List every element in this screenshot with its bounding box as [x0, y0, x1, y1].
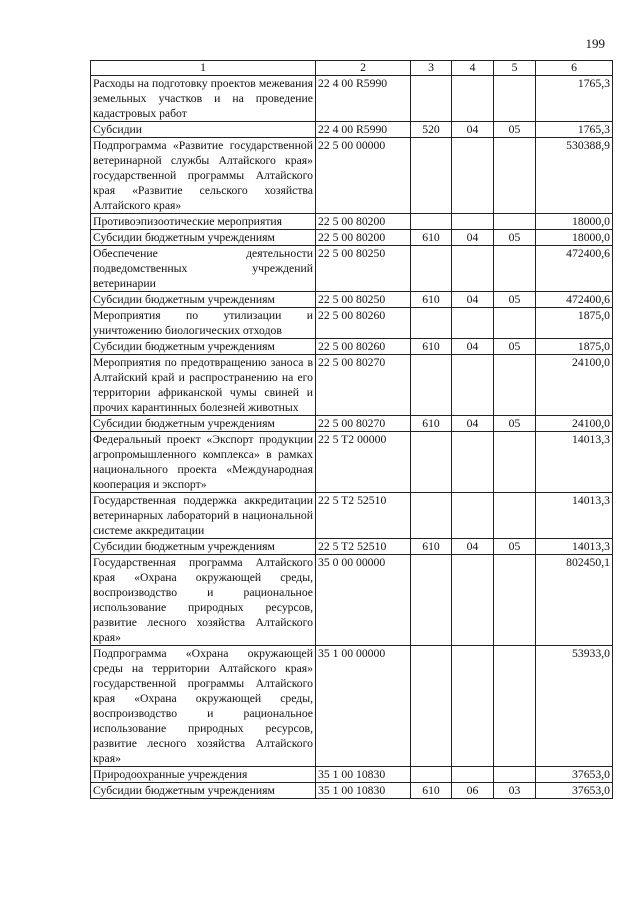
row-col5-cell: 05: [494, 416, 536, 432]
row-amount-cell: 1765,3: [536, 76, 613, 122]
row-col4-cell: [452, 76, 494, 122]
row-name-cell: Субсидии: [91, 122, 316, 138]
row-name-cell: Подпрограмма «Развитие государственной ветеринарной службы Алтайского края» государственной программы Алтайского края «Развитие сельского хозяйства Алтайского края»: [91, 138, 316, 214]
table-row: [91, 214, 613, 230]
row-col4-cell: [452, 555, 494, 646]
row-code-cell: 22 5 00 80250: [316, 246, 411, 292]
row-amount-cell: 24100,0: [536, 355, 613, 416]
row-col3-cell: [411, 555, 452, 646]
row-amount-cell: 37653,0: [536, 767, 613, 783]
row-name-cell: Субсидии бюджетным учреждениям: [91, 292, 316, 308]
row-code-cell: 22 4 00 R5990: [316, 76, 411, 122]
row-amount-cell: 24100,0: [536, 416, 613, 432]
row-col3-cell: 610: [411, 339, 452, 355]
row-code-cell: 22 5 T2 00000: [316, 432, 411, 493]
row-col5-cell: 05: [494, 122, 536, 138]
row-code-cell: 22 4 00 R5990: [316, 122, 411, 138]
row-col3-cell: [411, 767, 452, 783]
row-col5-cell: [494, 646, 536, 767]
table-row: [91, 646, 613, 767]
row-col4-cell: [452, 214, 494, 230]
table-row: [91, 539, 613, 555]
row-name-cell: Подпрограмма «Охрана окружающей среды на территории Алтайского края» государственной программы Алтайского края «Охрана окружающей среды, воспроизводство и рациональное использование природных ресурсов, развитие лесного хозяйства Алтайского края»: [91, 646, 316, 767]
row-col3-cell: 610: [411, 783, 452, 799]
page-number: 199: [585, 36, 605, 51]
row-col3-cell: [411, 646, 452, 767]
row-name-cell: Федеральный проект «Экспорт продукции агропромышленного комплекса» в рамках национального проекта «Международная кооперация и экспорт»: [91, 432, 316, 493]
row-code-cell: 22 5 T2 52510: [316, 493, 411, 539]
row-col5-cell: 05: [494, 230, 536, 246]
row-amount-cell: 1875,0: [536, 308, 613, 339]
row-col4-cell: 04: [452, 292, 494, 308]
row-code-cell: 35 1 00 00000: [316, 646, 411, 767]
row-col4-cell: [452, 138, 494, 214]
row-col4-cell: [452, 308, 494, 339]
row-name-cell: Природоохранные учреждения: [91, 767, 316, 783]
row-col3-cell: [411, 493, 452, 539]
header-col-3: 3: [411, 61, 452, 76]
row-amount-cell: 472400,6: [536, 246, 613, 292]
row-name-cell: Субсидии бюджетным учреждениям: [91, 416, 316, 432]
row-col3-cell: [411, 308, 452, 339]
row-name-cell: Субсидии бюджетным учреждениям: [91, 539, 316, 555]
row-code-cell: 22 5 00 80260: [316, 339, 411, 355]
row-code-cell: 35 0 00 00000: [316, 555, 411, 646]
row-amount-cell: 37653,0: [536, 783, 613, 799]
header-col-4: 4: [452, 61, 494, 76]
row-name-cell: Обеспечение деятельности подведомственных учреждений ветеринарии: [91, 246, 316, 292]
row-amount-cell: 472400,6: [536, 292, 613, 308]
table-row: [91, 339, 613, 355]
row-col3-cell: [411, 138, 452, 214]
table-row: [91, 783, 613, 799]
row-name-cell: Государственная программа Алтайского края «Охрана окружающей среды, воспроизводство и рациональное использование природных ресурсов, развитие лесного хозяйства Алтайского края»: [91, 555, 316, 646]
row-amount-cell: 530388,9: [536, 138, 613, 214]
row-code-cell: 35 1 00 10830: [316, 767, 411, 783]
row-col3-cell: 610: [411, 292, 452, 308]
row-col5-cell: 05: [494, 539, 536, 555]
row-amount-cell: 14013,3: [536, 493, 613, 539]
row-col3-cell: [411, 214, 452, 230]
row-col5-cell: [494, 767, 536, 783]
row-code-cell: 22 5 00 80260: [316, 308, 411, 339]
table-row: [91, 555, 613, 646]
row-col5-cell: 03: [494, 783, 536, 799]
budget-table: [90, 60, 613, 799]
row-code-cell: 22 5 00 80270: [316, 416, 411, 432]
row-col5-cell: 05: [494, 339, 536, 355]
row-amount-cell: 802450,1: [536, 555, 613, 646]
table-row: [91, 122, 613, 138]
row-col3-cell: [411, 246, 452, 292]
row-col5-cell: [494, 355, 536, 416]
table-row: [91, 308, 613, 339]
row-col4-cell: 04: [452, 539, 494, 555]
table-row: [91, 416, 613, 432]
row-col3-cell: 610: [411, 230, 452, 246]
row-name-cell: Субсидии бюджетным учреждениям: [91, 230, 316, 246]
row-col4-cell: [452, 493, 494, 539]
row-col3-cell: 610: [411, 539, 452, 555]
row-name-cell: Субсидии бюджетным учреждениям: [91, 339, 316, 355]
row-col3-cell: [411, 76, 452, 122]
row-col3-cell: 520: [411, 122, 452, 138]
row-col5-cell: 05: [494, 292, 536, 308]
row-col4-cell: 04: [452, 416, 494, 432]
row-amount-cell: 14013,3: [536, 539, 613, 555]
row-code-cell: 22 5 00 80200: [316, 230, 411, 246]
row-code-cell: 22 5 00 80200: [316, 214, 411, 230]
row-name-cell: Мероприятия по утилизации и уничтожению биологических отходов: [91, 308, 316, 339]
row-col5-cell: [494, 214, 536, 230]
row-name-cell: Государственная поддержка аккредитации ветеринарных лабораторий в национальной системе аккредитации: [91, 493, 316, 539]
row-col4-cell: 06: [452, 783, 494, 799]
row-col4-cell: 04: [452, 339, 494, 355]
row-col4-cell: 04: [452, 122, 494, 138]
row-col3-cell: 610: [411, 416, 452, 432]
header-col-1: 1: [91, 61, 316, 76]
row-col3-cell: [411, 432, 452, 493]
table-header-row: [91, 61, 613, 76]
row-col4-cell: [452, 246, 494, 292]
row-col4-cell: [452, 646, 494, 767]
row-name-cell: Мероприятия по предотвращению заноса в Алтайский край и распространению на его территории африканской чумы свиней и прочих карантинных болезней животных: [91, 355, 316, 416]
row-code-cell: 22 5 00 80270: [316, 355, 411, 416]
row-col5-cell: [494, 246, 536, 292]
table-row: [91, 246, 613, 292]
row-name-cell: Противоэпизоотические мероприятия: [91, 214, 316, 230]
row-col5-cell: [494, 76, 536, 122]
row-amount-cell: 18000,0: [536, 214, 613, 230]
row-col5-cell: [494, 308, 536, 339]
table-row: [91, 355, 613, 416]
header-col-5: 5: [494, 61, 536, 76]
row-col4-cell: 04: [452, 230, 494, 246]
table-row: [91, 292, 613, 308]
header-col-6: 6: [536, 61, 613, 76]
table-row: [91, 230, 613, 246]
row-code-cell: 22 5 T2 52510: [316, 539, 411, 555]
row-col5-cell: [494, 138, 536, 214]
header-col-2: 2: [316, 61, 411, 76]
row-amount-cell: 18000,0: [536, 230, 613, 246]
row-col5-cell: [494, 432, 536, 493]
table-row: [91, 767, 613, 783]
row-col4-cell: [452, 432, 494, 493]
row-code-cell: 22 5 00 80250: [316, 292, 411, 308]
table-row: [91, 432, 613, 493]
row-code-cell: 35 1 00 10830: [316, 783, 411, 799]
row-amount-cell: 53933,0: [536, 646, 613, 767]
row-col3-cell: [411, 355, 452, 416]
row-name-cell: Расходы на подготовку проектов межевания земельных участков и на проведение кадастровых работ: [91, 76, 316, 122]
row-name-cell: Субсидии бюджетным учреждениям: [91, 783, 316, 799]
row-code-cell: 22 5 00 00000: [316, 138, 411, 214]
row-amount-cell: 1875,0: [536, 339, 613, 355]
row-amount-cell: 14013,3: [536, 432, 613, 493]
table-row: [91, 76, 613, 122]
row-col4-cell: [452, 767, 494, 783]
row-col4-cell: [452, 355, 494, 416]
table-row: [91, 493, 613, 539]
row-col5-cell: [494, 555, 536, 646]
row-col5-cell: [494, 493, 536, 539]
row-amount-cell: 1765,3: [536, 122, 613, 138]
table-row: [91, 138, 613, 214]
